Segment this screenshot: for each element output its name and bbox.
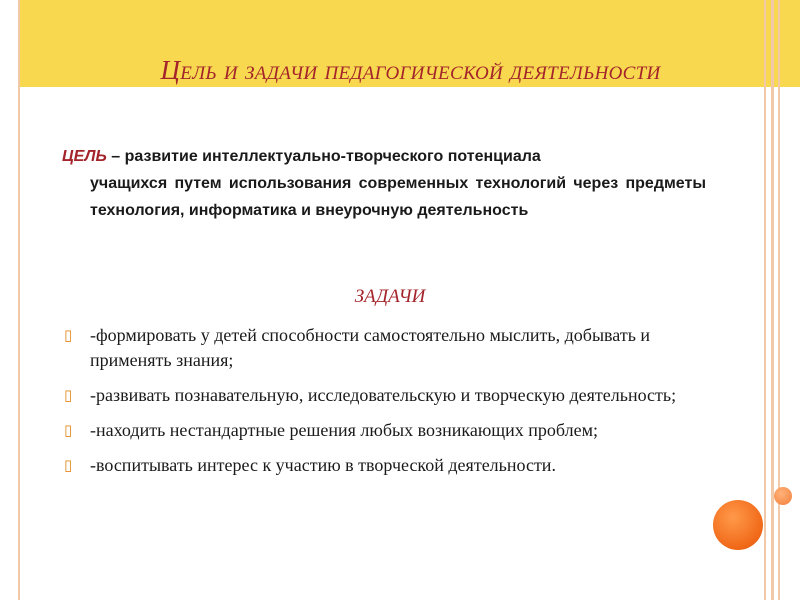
decorative-circle-small: [774, 487, 792, 505]
bullet-icon: ▯: [64, 388, 73, 404]
bullet-icon: ▯: [64, 423, 73, 439]
slide-title: Цель и задачи педагогической деятельности: [160, 55, 661, 85]
list-item: [62, 418, 702, 443]
goal-paragraph: [62, 143, 706, 224]
tasks-heading: ЗАДАЧИ: [354, 286, 426, 307]
bullet-icon: ▯: [64, 458, 73, 474]
bullet-icon: ▯: [64, 328, 73, 344]
list-item: [62, 323, 702, 373]
task-list: [62, 323, 702, 488]
goal-text-first-line: – развитие интеллектуально-творческого потенциала: [106, 148, 541, 165]
goal-label: ЦЕЛЬ: [62, 148, 107, 165]
task-text: -формировать у детей способности самостоятельно мыслить, добывать и применять знания;: [90, 325, 651, 370]
slide-frame: [18, 0, 800, 600]
goal-text-rest: учащихся путем использования современных технологий через предметы технология, информатика и внеурочную деятельность: [90, 175, 706, 219]
task-text: -находить нестандартные решения любых возникающих проблем;: [90, 420, 598, 440]
decorative-circle-large: [713, 500, 763, 550]
list-item: [62, 383, 702, 408]
list-item: [62, 453, 702, 478]
decorative-line: [771, 0, 774, 600]
decorative-line: [764, 0, 766, 600]
task-text: -развивать познавательную, исследовательскую и творческую деятельность;: [90, 385, 677, 405]
decorative-line: [778, 0, 780, 600]
task-text: -воспитывать интерес к участию в творческой деятельности.: [90, 455, 556, 475]
